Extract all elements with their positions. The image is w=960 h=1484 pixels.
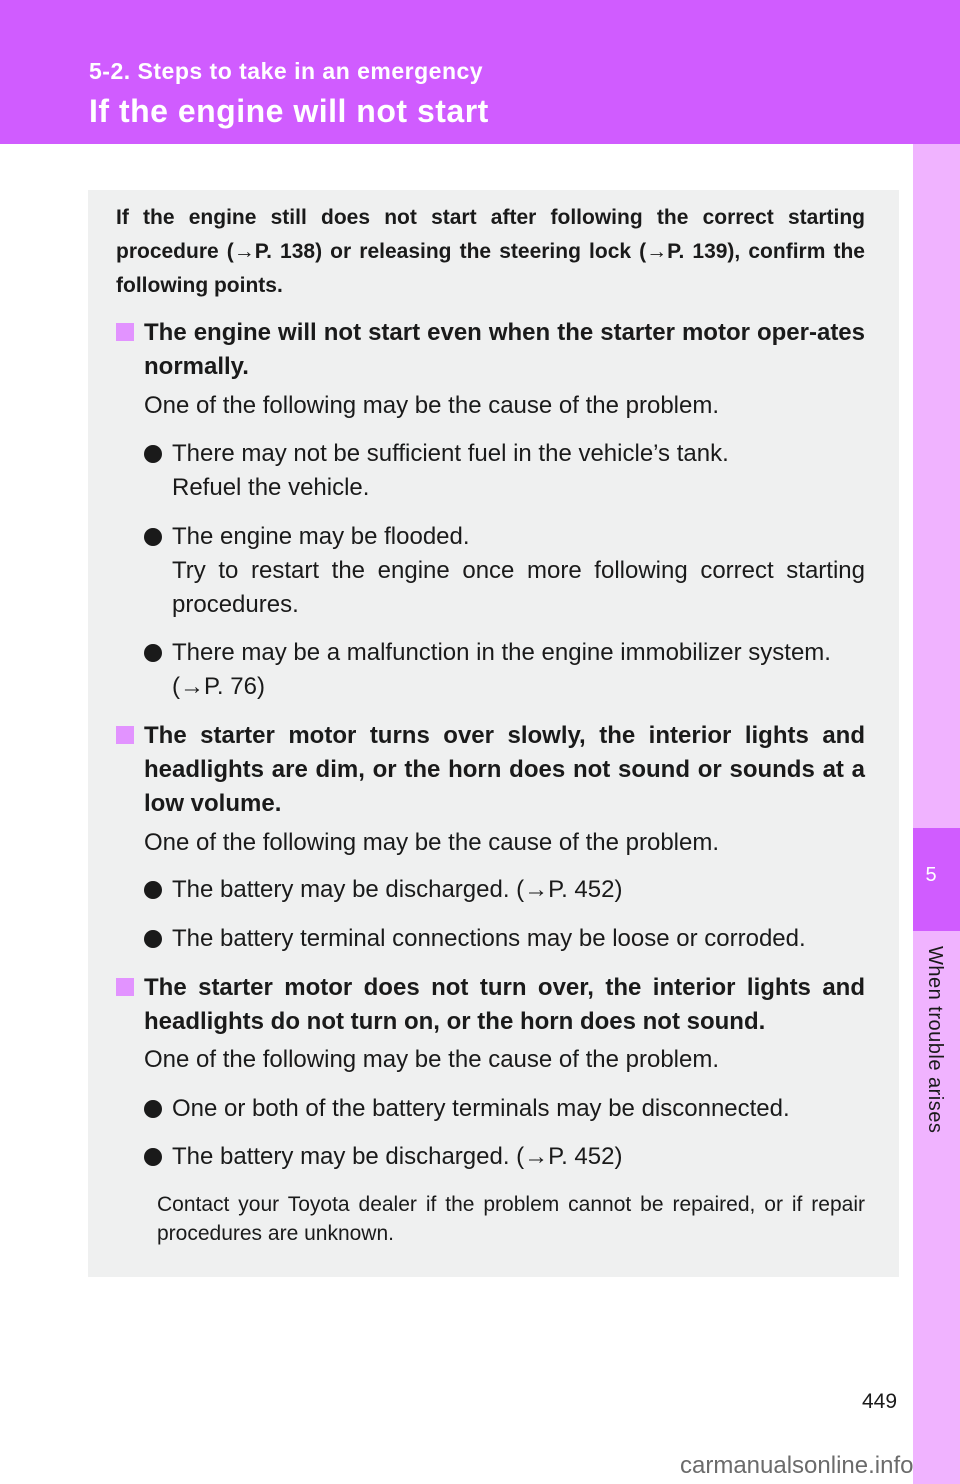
section-lead: One of the following may be the cause of the problem. (144, 392, 720, 419)
section-title: 5-2. Steps to take in an emergency (89, 58, 484, 84)
section-heading (116, 971, 865, 1039)
list-item (144, 1092, 865, 1126)
list-item-text: One or both of the battery terminals may be disconnected. (172, 1095, 790, 1122)
section-heading-text: The starter motor does not turn over, the interior lights and headlights do not turn on, or the horn does not sound. (144, 974, 865, 1035)
list-item-text: There may be a malfunction in the engine immobilizer system. (172, 639, 831, 666)
square-bullet-icon (116, 323, 134, 341)
list-item-text: Refuel the vehicle. (172, 474, 370, 501)
section-heading-text: The engine will not start even when the starter motor oper-ates normally. (144, 319, 865, 380)
chapter-label: When trouble arises (924, 946, 946, 1134)
circle-bullet-icon (144, 930, 162, 948)
list-item (144, 1140, 865, 1174)
circle-bullet-icon (144, 1148, 162, 1166)
list-item (144, 520, 865, 622)
circle-bullet-icon (144, 528, 162, 546)
contact-note: Contact your Toyota dealer if the problem cannot be repaired, or if repair procedures are unknown. (157, 1193, 865, 1245)
circle-bullet-icon (144, 881, 162, 899)
section-heading-text: The starter motor turns over slowly, the interior lights and headlights are dim, or the horn does not sound or sounds at a low volume. (144, 722, 865, 817)
list-item-text: The engine may be flooded. (172, 523, 470, 550)
list-item-text: Try to restart the engine once more following correct starting procedures. (172, 557, 865, 618)
list-item-text: (→P. 76) (172, 673, 265, 700)
watermark[interactable]: carmanualsonline.info (680, 1452, 914, 1479)
section-lead: One of the following may be the cause of the problem. (144, 1046, 720, 1073)
section-heading (116, 719, 865, 821)
page-title: If the engine will not start (89, 93, 489, 129)
list-item-text: The battery terminal connections may be loose or corroded. (172, 925, 806, 952)
list-item (144, 636, 865, 704)
list-item-text: The battery may be discharged. (→P. 452) (172, 876, 623, 903)
list-item (144, 922, 865, 956)
square-bullet-icon (116, 726, 134, 744)
list-item-text: The battery may be discharged. (→P. 452) (172, 1143, 623, 1170)
section-lead: One of the following may be the cause of the problem. (144, 829, 720, 856)
chapter-number: 5 (925, 864, 937, 886)
page-header (0, 0, 960, 144)
circle-bullet-icon (144, 445, 162, 463)
square-bullet-icon (116, 978, 134, 996)
circle-bullet-icon (144, 644, 162, 662)
chapter-side-strip (913, 144, 960, 1484)
list-item (144, 873, 865, 907)
section-heading (116, 316, 865, 384)
circle-bullet-icon (144, 1100, 162, 1118)
page-number: 449 (862, 1390, 898, 1413)
intro-paragraph: If the engine still does not start after following the correct starting procedure (→P. 138) or releasing the steering lock (→P. 139), confirm the following points. (116, 206, 865, 297)
list-item-text: There may not be sufficient fuel in the vehicle’s tank. (172, 440, 729, 467)
list-item (144, 437, 865, 505)
